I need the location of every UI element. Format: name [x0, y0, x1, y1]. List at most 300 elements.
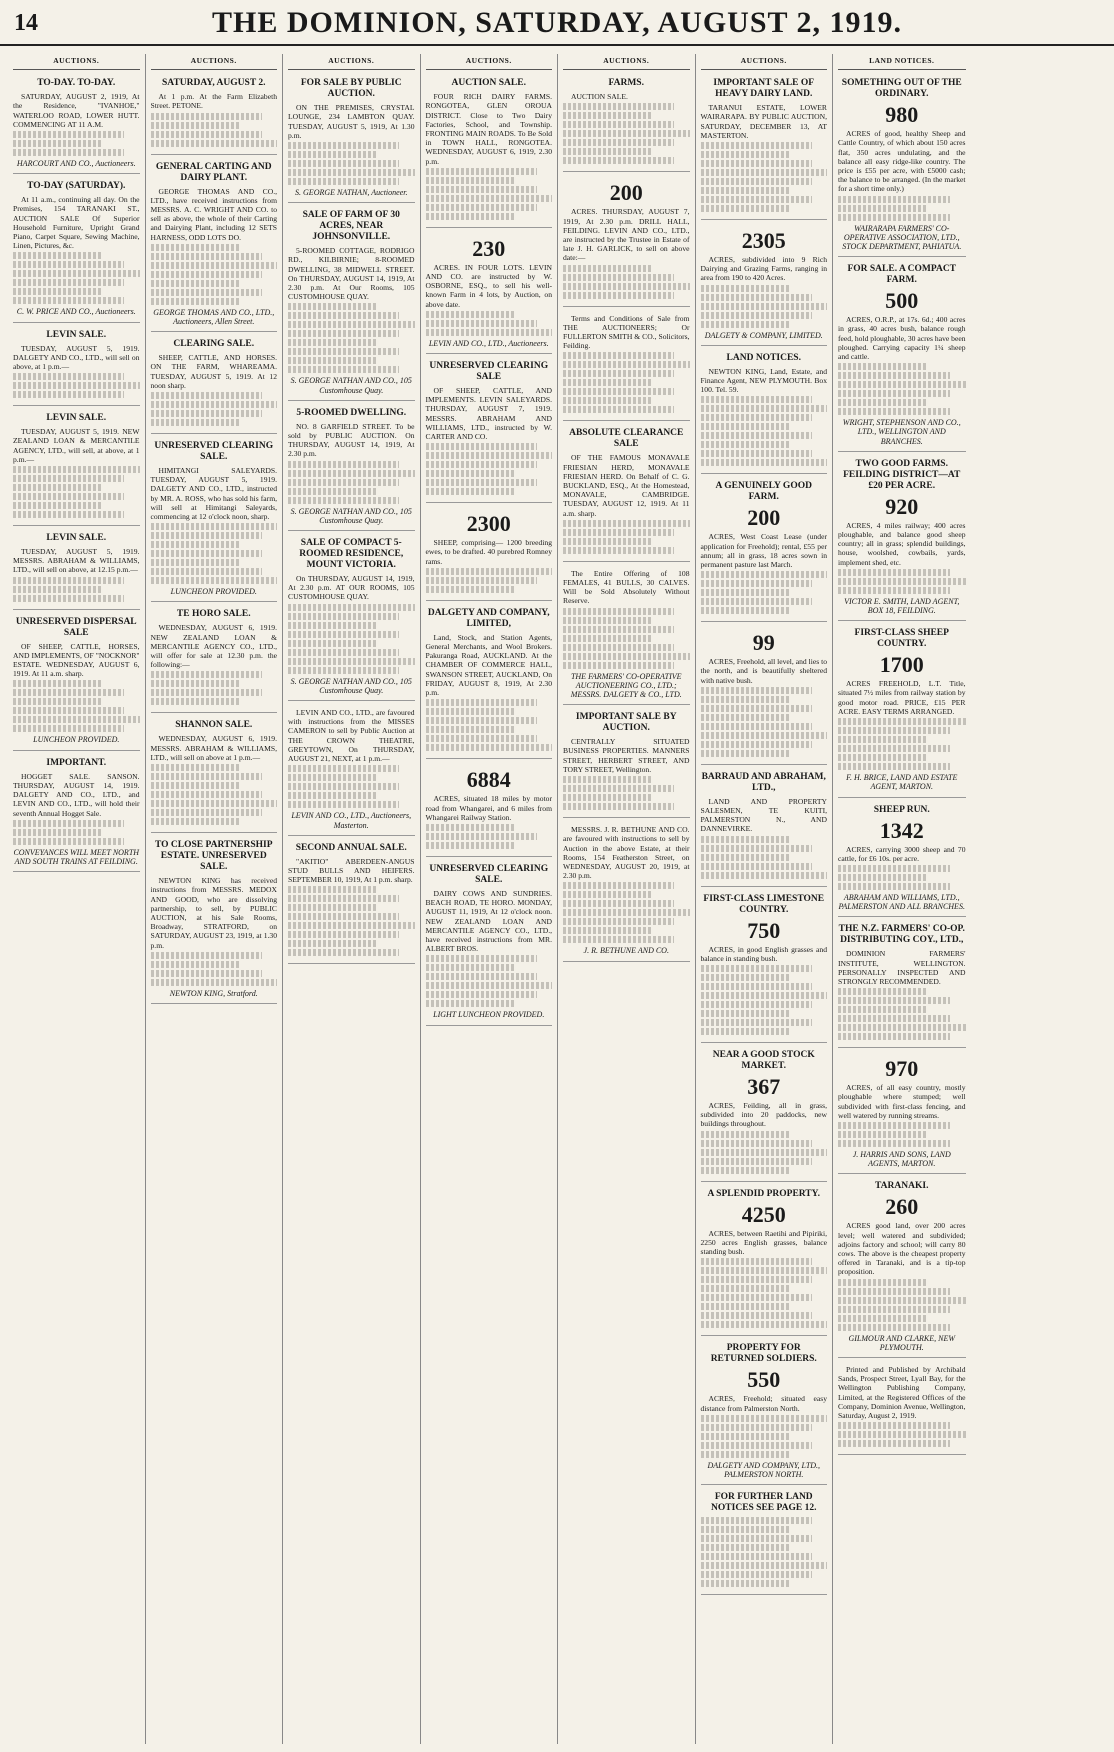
advertisement — [426, 762, 553, 857]
small-print-line — [701, 459, 828, 466]
small-print-line — [13, 586, 102, 593]
small-print-line — [701, 285, 790, 292]
ad-body-text: ACRES, 4 miles railway; 400 acres ploughable, and balance good sheep country; all in grass; splendid buildings, house, woolshed, cowbails, yards, implement shed, etc. — [838, 520, 966, 567]
ad-body-text: ACRES. IN FOUR LOTS. LEVIN AND CO. are instructed by W. OSBORNE, ESQ., to sell his well-known Farm in 4 lots, by Auction, on above date. — [425, 262, 552, 309]
small-print-line — [288, 604, 415, 611]
advertisement — [13, 326, 140, 407]
ad-signature: LUNCHEON PROVIDED. — [170, 587, 257, 597]
small-print-line — [288, 931, 399, 938]
advertisement — [701, 477, 828, 622]
small-print-line — [151, 559, 240, 566]
small-print-line — [838, 736, 927, 743]
advertisement — [701, 349, 828, 475]
ad-body-text: On THURSDAY, AUGUST 14, 1919, At 2.30 p.m. AT OUR ROOMS, 105 CUSTOMHOUSE QUAY. — [288, 574, 415, 602]
small-print-line — [563, 803, 674, 810]
advertisement — [838, 1177, 966, 1358]
small-print-line — [426, 842, 515, 849]
small-print-line — [563, 538, 652, 545]
small-print-line — [151, 773, 262, 780]
small-print-line — [563, 794, 652, 801]
small-print-line — [13, 595, 124, 602]
small-print-line — [701, 1131, 790, 1138]
small-print-line — [13, 382, 140, 389]
advertisement — [838, 1051, 966, 1174]
small-print-line — [701, 142, 812, 149]
newspaper-title: THE DOMINION, SATURDAY, AUGUST 2, 1919. — [212, 6, 902, 39]
advertisement — [838, 1361, 966, 1455]
ad-signature: LUNCHEON PROVIDED. — [33, 735, 120, 745]
ad-title: PROPERTY FOR RETURNED SOLDIERS. — [710, 1343, 817, 1365]
small-print-line — [288, 178, 399, 185]
ad-signature: S. GEORGE NATHAN AND CO., 105 Customhouse Quay. — [290, 376, 412, 395]
small-print-line — [701, 1028, 790, 1035]
ad-body-text: ACRES, Freehold; situated easy distance from Palmerston North. — [700, 1394, 827, 1413]
ad-body-text: WEDNESDAY, AUGUST 6, 1919. MESSRS. ABRAHAM & WILLIAMS, LTD., will sell on above at 1 p.m.— — [150, 734, 277, 762]
small-print-line — [288, 357, 377, 364]
ad-body-text: TUESDAY, AUGUST 5, 1919. MESSRS. ABRAHAM & WILLIAMS, LTD., will sell on above, at 12.15 p.m.— — [13, 547, 140, 575]
small-print-line — [701, 1544, 790, 1551]
small-print-line — [701, 1285, 790, 1292]
small-print-line — [426, 577, 537, 584]
small-print-line — [288, 658, 415, 665]
small-print-line — [563, 283, 690, 290]
small-print-line — [13, 149, 124, 156]
ad-body-text: ACRES, Feilding, all in grass, subdivided into 20 paddocks, new buildings throughout. — [700, 1101, 827, 1129]
ad-signature: DALGETY & COMPANY, LIMITED. — [704, 330, 823, 340]
small-print-line — [426, 991, 537, 998]
small-print-line — [701, 607, 790, 614]
page-number: 14 — [14, 10, 38, 36]
column-3 — [283, 54, 421, 1744]
small-print-line — [563, 776, 652, 783]
small-print-line — [426, 461, 537, 468]
small-print-line — [13, 829, 102, 836]
ad-signature: THE FARMERS' CO-OPERATIVE AUCTIONEERING CO., LTD.; MESSRS. DALGETY & CO., LTD. — [570, 671, 682, 700]
ad-body-text: "AKITIO" ABERDEEN-ANGUS STUD BULLS AND HEIFERS. SEPTEMBER 10, 1919, At 1 p.m. sharp. — [288, 856, 415, 885]
small-print-line — [701, 1535, 812, 1542]
ad-signature: S. GEORGE NATHAN AND CO., 105 Customhouse Quay. — [290, 676, 412, 695]
small-print-line — [701, 732, 828, 739]
ad-title: FARMS. — [608, 78, 644, 89]
small-print-line — [701, 1167, 790, 1174]
masthead — [0, 0, 1114, 46]
small-print-line — [426, 186, 537, 193]
ad-title: FOR FURTHER LAND NOTICES SEE PAGE 12. — [711, 1492, 817, 1514]
small-print-line — [701, 1517, 812, 1524]
small-print-line — [426, 973, 537, 980]
small-print-line — [838, 718, 966, 725]
ad-title: A GENUINELY GOOD FARM. — [715, 481, 812, 503]
ad-title: UNRESERVED CLEARING SALE. — [429, 863, 549, 885]
small-print-line — [701, 1019, 812, 1026]
advertisement — [151, 716, 278, 833]
ad-body-text: ACRES, subdivided into 9 Rich Dairying and Grazing Farms, ranging in area from 190 to 420 Acres. — [700, 255, 827, 283]
small-print-line — [563, 292, 674, 299]
ad-body-text: Terms and Conditions of Sale from THE AUCTIONEERS; Or FULLERTON SMITH & CO., Solicitors, Feilding. — [563, 313, 690, 351]
small-print-line — [151, 140, 278, 147]
small-print-line — [151, 392, 262, 399]
column-header: LAND NOTICES. — [838, 54, 966, 70]
small-print-line — [701, 1424, 812, 1431]
small-print-line — [13, 511, 124, 518]
small-print-line — [151, 410, 262, 417]
small-print-line — [563, 909, 690, 916]
ad-signature: LEVIN AND CO., LTD., Auctioneers, Masterton. — [291, 811, 412, 830]
small-print-line — [838, 196, 950, 203]
small-print-line — [288, 774, 377, 781]
small-print-line — [701, 1276, 812, 1283]
small-print-line — [701, 423, 790, 430]
small-print-line — [288, 913, 399, 920]
advertisement — [13, 177, 140, 322]
small-print-line — [13, 493, 124, 500]
ad-acreage-number: 1700 — [879, 652, 924, 678]
advertisement — [838, 801, 966, 918]
ad-signature: S. GEORGE NATHAN AND CO., 105 Customhouse Quay. — [290, 506, 412, 525]
advertisement — [288, 839, 415, 965]
small-print-line — [563, 121, 674, 128]
small-print-line — [13, 707, 124, 714]
column-header: AUCTIONS. — [563, 54, 690, 70]
ad-title: LEVIN SALE. — [46, 329, 107, 340]
ad-signature: J. R. BETHUNE AND CO. — [583, 946, 669, 956]
advertisement — [838, 624, 966, 797]
ad-signature: F. H. BRICE, LAND AND ESTATE AGENT, MARTON. — [846, 773, 958, 792]
small-print-line — [701, 441, 790, 448]
small-print-line — [426, 195, 553, 202]
small-print-line — [426, 329, 553, 336]
small-print-line — [838, 1015, 950, 1022]
small-print-line — [288, 479, 399, 486]
ad-body-text: ACRES, situated 18 miles by motor road from Whangarei, and 6 miles from Whangarei Railway Station. — [425, 794, 552, 822]
small-print-line — [701, 312, 812, 319]
column-6 — [696, 54, 834, 1744]
small-print-line — [288, 922, 415, 929]
small-print-line — [838, 874, 927, 881]
small-print-line — [838, 1431, 966, 1438]
ad-acreage-number: 200 — [747, 505, 781, 531]
ad-title: TWO GOOD FARMS. FEILDING DISTRICT—AT £20 PER ACRE. — [843, 458, 961, 491]
ad-title: LEVIN SALE. — [46, 533, 107, 544]
small-print-line — [838, 1033, 950, 1040]
ad-body-text: HIMITANGI SALEYARDS. TUESDAY, AUGUST 5, 1919. DALGETY AND CO., LTD., instructed by MR. A. ROSS, who has sold his farm, will sell at Himitangi Saleyards, commencing at 12 o'clock noon, sharp. — [150, 466, 277, 522]
small-print-line — [838, 1131, 927, 1138]
small-print-line — [426, 699, 537, 706]
small-print-line — [563, 379, 652, 386]
small-print-line — [13, 484, 102, 491]
small-print-line — [426, 735, 537, 742]
small-print-line — [151, 401, 278, 408]
ad-signature: HARCOURT AND CO., Auctioneers. — [16, 159, 136, 169]
small-print-line — [13, 716, 140, 723]
small-print-line — [13, 689, 124, 696]
advertisement — [701, 1339, 828, 1485]
small-print-line — [838, 865, 950, 872]
column-4 — [421, 54, 559, 1744]
small-print-line — [13, 279, 124, 286]
advertisement — [13, 529, 140, 610]
ad-title: THE N.Z. FARMERS' CO-OP. DISTRIBUTING COY., LTD., — [838, 924, 965, 946]
ad-signature: LIGHT LUNCHEON PROVIDED. — [433, 1010, 545, 1020]
small-print-line — [288, 142, 399, 149]
ad-signature: WRIGHT, STEPHENSON AND CO., LTD., WELLINGTON AND BRANCHES. — [842, 418, 961, 446]
small-print-line — [288, 631, 399, 638]
advertisement — [13, 754, 140, 872]
small-print-line — [701, 432, 812, 439]
small-print-line — [151, 532, 262, 539]
column-2 — [146, 54, 284, 1744]
ad-title: LEVIN SALE. — [46, 413, 107, 424]
small-print-line — [701, 705, 812, 712]
small-print-line — [151, 541, 240, 548]
small-print-line — [838, 205, 927, 212]
ad-acreage-number: 6884 — [466, 767, 511, 793]
small-print-line — [563, 130, 690, 137]
ad-title: SALE OF COMPACT 5-ROOMED RESIDENCE, MOUNT VICTORIA. — [299, 538, 404, 571]
small-print-line — [151, 568, 262, 575]
small-print-line — [838, 1315, 927, 1322]
ad-title: IMPORTANT SALE OF HEAVY DAIRY LAND. — [713, 78, 815, 100]
small-print-line — [701, 1001, 812, 1008]
small-print-line — [288, 461, 399, 468]
small-print-line — [563, 882, 674, 889]
small-print-line — [288, 801, 399, 808]
advertisement — [426, 506, 553, 601]
advertisement — [151, 74, 278, 154]
ad-acreage-number: 2300 — [466, 511, 511, 537]
small-print-line — [701, 845, 812, 852]
small-print-line — [151, 979, 278, 986]
ad-title: NEAR A GOOD STOCK MARKET. — [712, 1050, 815, 1072]
small-print-line — [701, 169, 828, 176]
small-print-line — [701, 741, 812, 748]
small-print-line — [701, 1571, 812, 1578]
column-7 — [833, 54, 971, 1744]
ad-body-text: ACRES, between Raetihi and Pipiriki, 2250 acres English grasses, balance standing bush. — [700, 1228, 827, 1257]
ad-body-text: ACRES FREEHOLD, L.T. Title, situated 7½ miles from railway station by good motor road. PRICE, £15 PER ACRE. EASY TERMS ARRANGED. — [838, 679, 966, 716]
small-print-line — [426, 955, 537, 962]
small-print-line — [701, 205, 790, 212]
small-print-line — [288, 169, 415, 176]
small-print-line — [563, 529, 674, 536]
ad-body-text: ACRES, in good English grasses and balance in standing bush. — [700, 944, 827, 963]
small-print-line — [701, 1321, 828, 1328]
advertisement — [563, 821, 690, 961]
ad-body-text: NO. 8 GARFIELD STREET. To be sold by PUBLIC AUCTION. On THURSDAY, AUGUST 14, 1919, At 2.30 p.m. — [288, 421, 415, 459]
advertisement — [151, 836, 278, 1004]
advertisement — [13, 613, 140, 751]
ad-acreage-number: 99 — [752, 630, 775, 656]
advertisement — [701, 890, 828, 1043]
advertisement — [288, 704, 415, 836]
ad-body-text: HOGGET SALE. SANSON. THURSDAY, AUGUST 14, 1919. DALGETY AND CO., LTD., and LEVIN AND CO., LTD., will hold their seventh Annual Hogget Sale. — [13, 771, 140, 818]
small-print-line — [701, 1267, 828, 1274]
advertisement — [426, 860, 553, 1026]
small-print-line — [838, 1297, 966, 1304]
ad-title: 5-ROOMED DWELLING. — [296, 407, 407, 418]
small-print-line — [838, 988, 927, 995]
small-print-line — [151, 244, 240, 251]
small-print-line — [838, 408, 950, 415]
small-print-line — [151, 671, 262, 678]
small-print-line — [288, 792, 377, 799]
small-print-line — [701, 1433, 790, 1440]
ad-acreage-number: 750 — [747, 917, 781, 943]
small-print-line — [701, 750, 790, 757]
ad-title: FIRST-CLASS SHEEP COUNTRY. — [854, 628, 949, 650]
small-print-line — [151, 131, 262, 138]
ad-acreage-number: 200 — [609, 180, 643, 206]
small-print-line — [563, 112, 652, 119]
small-print-line — [838, 727, 950, 734]
ad-title: SECOND ANNUAL SALE. — [295, 842, 407, 853]
small-print-line — [838, 754, 927, 761]
advertisement — [426, 604, 553, 759]
small-print-line — [426, 320, 537, 327]
ad-title: UNRESERVED DISPERSAL SALE — [15, 616, 137, 638]
small-print-line — [701, 450, 812, 457]
small-print-line — [838, 578, 966, 585]
small-print-line — [288, 765, 399, 772]
ad-signature: J. HARRIS AND SONS, LAND AGENTS, MARTON. — [852, 1149, 951, 1169]
ad-body-text: ACRES, O.R.P., at 17s. 6d.; 400 acres in grass, 40 acres bush, balance rough feed, hold ploughable, 30 acres have been ploughed. Carrying capacity 1¼ sheep and cattle. — [838, 315, 966, 362]
small-print-line — [701, 1451, 790, 1458]
small-print-line — [563, 406, 674, 413]
column-1 — [8, 54, 146, 1744]
ad-title: AUCTION SALE. — [451, 78, 526, 89]
ad-body-text: NEWTON KING, Land, Estate, and Finance Agent, NEW PLYMOUTH. Box 100. Tel. 59. — [700, 366, 827, 395]
small-print-line — [13, 680, 102, 687]
ad-title: LAND NOTICES. — [726, 352, 801, 363]
small-print-line — [563, 139, 674, 146]
small-print-line — [288, 949, 399, 956]
small-print-line — [563, 547, 674, 554]
small-print-line — [701, 1294, 812, 1301]
small-print-line — [288, 151, 377, 158]
small-print-line — [563, 653, 690, 660]
small-print-line — [563, 520, 690, 527]
small-print-line — [426, 470, 515, 477]
ad-acreage-number: 980 — [885, 102, 919, 128]
small-print-line — [701, 580, 812, 587]
small-print-line — [563, 662, 674, 669]
small-print-line — [701, 178, 812, 185]
ad-body-text: DAIRY COWS AND SUNDRIES. BEACH ROAD, TE HORO. MONDAY, AUGUST 11, 1919, At 12 o'clock noon. NEW ZEALAND LOAN AND MERCANTILE AGENCY CO., LTD., have received instructions from MR. ALBERT BROS. — [425, 888, 552, 954]
columns-container — [8, 54, 1108, 1744]
small-print-line — [563, 927, 652, 934]
ad-body-text: LEVIN AND CO., LTD., are favoured with instructions from the MISSES CAMERON to sell by Public Auction at THE CROWN THEATRE, GREYTOWN, On THURSDAY, AUGUST 21, NEXT, at 1 p.m.— — [288, 708, 415, 764]
ad-title: TO CLOSE PARTNERSHIP ESTATE. UNRESERVED SALE. — [154, 840, 273, 873]
small-print-line — [288, 312, 399, 319]
small-print-line — [426, 744, 553, 751]
small-print-line — [151, 818, 240, 825]
small-print-line — [288, 470, 415, 477]
small-print-line — [838, 1140, 950, 1147]
small-print-line — [426, 479, 537, 486]
small-print-line — [563, 608, 674, 615]
small-print-line — [701, 696, 790, 703]
ad-acreage-number: 260 — [885, 1194, 919, 1220]
small-print-line — [288, 303, 377, 310]
small-print-line — [701, 1580, 790, 1587]
ad-signature: GEORGE THOMAS AND CO., LTD., Auctioneers, Allen Street. — [153, 307, 275, 327]
advertisement — [701, 1046, 828, 1182]
small-print-line — [701, 974, 790, 981]
small-print-line — [563, 265, 652, 272]
ad-body-text: Land, Stock, and Station Agents, General Merchants, and Wool Brokers. Pakuranga Road, AUCKLAND. At the CHAMBER OF COMMERCE HALL, SWANSON STREET, AUCKLAND, On FRIDAY, AUGUST 8, 1919, At 2.30 p.m. — [425, 632, 552, 698]
small-print-line — [288, 348, 399, 355]
ad-title: IMPORTANT. — [46, 757, 107, 768]
ad-title: CLEARING SALE. — [173, 339, 255, 350]
small-print-line — [838, 1006, 927, 1013]
small-print-line — [563, 891, 652, 898]
small-print-line — [13, 725, 124, 732]
small-print-line — [13, 475, 124, 482]
small-print-line — [701, 1010, 790, 1017]
small-print-line — [838, 381, 966, 388]
small-print-line — [288, 649, 399, 656]
ad-body-text: OF SHEEP, CATTLE, HORSES, AND IMPLEMENTS, OF "NOCKNOR" ESTATE. WEDNESDAY, AUGUST 6, 1919. At 11 a.m. sharp. — [13, 641, 140, 679]
ad-acreage-number: 500 — [885, 288, 919, 314]
advertisement — [563, 424, 690, 561]
small-print-line — [13, 288, 102, 295]
ad-title: FIRST-CLASS LIMESTONE COUNTRY. — [703, 893, 825, 915]
small-print-line — [288, 640, 377, 647]
small-print-line — [426, 177, 515, 184]
small-print-line — [838, 997, 950, 1004]
ad-body-text: At 1 p.m. At the Farm Elizabeth Street. PETONE. — [150, 92, 277, 111]
small-print-line — [426, 824, 515, 831]
small-print-line — [701, 187, 790, 194]
ad-signature: S. GEORGE NATHAN, Auctioneer. — [295, 188, 408, 198]
small-print-line — [288, 366, 399, 373]
small-print-line — [838, 1422, 950, 1429]
small-print-line — [563, 617, 652, 624]
small-print-line — [563, 626, 674, 633]
small-print-line — [838, 1288, 950, 1295]
small-print-line — [701, 714, 790, 721]
small-print-line — [838, 1440, 950, 1447]
small-print-line — [426, 488, 515, 495]
advertisement — [563, 175, 690, 306]
ad-title: ABSOLUTE CLEARANCE SALE — [569, 428, 684, 450]
small-print-line — [426, 964, 515, 971]
ad-body-text: SATURDAY, AUGUST 2, 1919, At the Residence, "IVANHOE," WATERLOO ROAD, LOWER HUTT. COMMENCING AT 11 A.M. — [13, 92, 140, 129]
advertisement — [701, 1488, 828, 1595]
ad-signature: LEVIN AND CO., LTD., Auctioneers. — [428, 338, 549, 348]
small-print-line — [151, 289, 262, 296]
small-print-line — [151, 961, 240, 968]
small-print-line — [701, 863, 812, 870]
small-print-line — [426, 443, 537, 450]
small-print-line — [151, 764, 240, 771]
ad-title: SATURDAY, AUGUST 2. — [162, 78, 266, 89]
small-print-line — [426, 1000, 515, 1007]
advertisement — [701, 74, 828, 220]
ad-body-text: Printed and Published by Archibald Sands, Prospect Street, Lyall Bay, for the Wellington Publishing Company, Limited, at the Registered Offices of the Company, Dominion Avenue, Wellington, Saturday, August 2, 1919. — [838, 1364, 966, 1420]
small-print-line — [13, 391, 124, 398]
ad-title: TARANAKI. — [875, 1181, 929, 1192]
ad-body-text: FOUR RICH DAIRY FARMS. RONGOTEA, GLEN OROUA DISTRICT. Close to Two Dairy Factories, School, and Township. FRONTING MAIN ROADS. To Be Sold in TOWN HALL, RONGOTEA. WEDNESDAY, AUGUST 6, 1919, 2.30 p.m. — [425, 92, 552, 166]
small-print-line — [838, 587, 950, 594]
ad-body-text: TARANUI ESTATE, LOWER WAIRARAPA. BY PUBLIC AUCTION, SATURDAY, DECEMBER 13, AT MASTERTON. — [700, 103, 827, 140]
small-print-line — [701, 160, 812, 167]
advertisement — [563, 565, 690, 705]
small-print-line — [838, 763, 950, 770]
small-print-line — [838, 1324, 950, 1331]
small-print-line — [288, 886, 377, 893]
small-print-line — [838, 1122, 950, 1129]
